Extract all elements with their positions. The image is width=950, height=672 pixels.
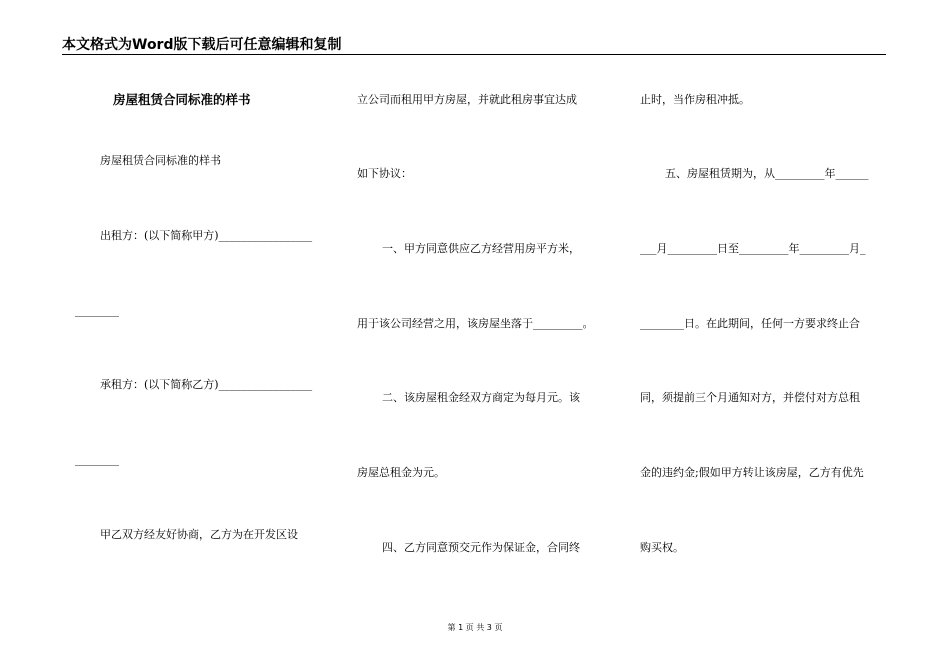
clause-1-line: 一、甲方同意供应乙方经营用房平方米， (382, 242, 580, 255)
paragraph-line: 甲乙双方经友好协商，乙方为在开发区设 (100, 528, 298, 541)
paragraph-line: 如下协议： (357, 167, 412, 180)
lessee-line: 承租方：(以下简称乙方)_________________ (100, 378, 313, 391)
paragraph-line: 房屋总租金为元。 (357, 466, 445, 479)
paragraph-line: 用于该公司经营之用，该房屋坐落于_________。 (357, 317, 594, 330)
column-3 (640, 0, 886, 672)
subtitle-line: 房屋租赁合同标准的样书 (100, 154, 221, 167)
paragraph-line: 同，须提前三个月通知对方，并偿付对方总租 (640, 391, 860, 404)
document-title: 房屋租赁合同标准的样书 (113, 92, 251, 107)
clause-4-line: 四、乙方同意预交元作为保证金，合同终 (382, 541, 580, 554)
paragraph-line: ________日。在此期间，任何一方要求终止合 (640, 317, 860, 330)
page-footer: 第 1 页 共 3 页 (447, 623, 503, 632)
paragraph-line: 止时，当作房租冲抵。 (640, 93, 750, 106)
clause-5-line: 五、房屋租赁期为，从_________年______ (665, 167, 869, 180)
header-title: 本文格式为Word版下载后可任意编辑和复制 (62, 37, 342, 53)
column-2 (357, 0, 613, 672)
lessee-continuation: ________ (75, 453, 119, 466)
paragraph-line: ___月_________日至_________年_________月_ (640, 242, 866, 255)
lessor-line: 出租方：(以下简称甲方)_________________ (100, 229, 313, 242)
paragraph-line: 立公司而租用甲方房屋，并就此租房事宜达成 (357, 93, 577, 106)
lessor-continuation: ________ (75, 304, 119, 317)
clause-2-line: 二、该房屋租金经双方商定为每月元。该 (382, 391, 580, 404)
paragraph-line: 购买权。 (640, 541, 684, 554)
paragraph-line: 金的违约金;假如甲方转让该房屋，乙方有优先 (640, 466, 864, 479)
column-1 (75, 0, 327, 672)
